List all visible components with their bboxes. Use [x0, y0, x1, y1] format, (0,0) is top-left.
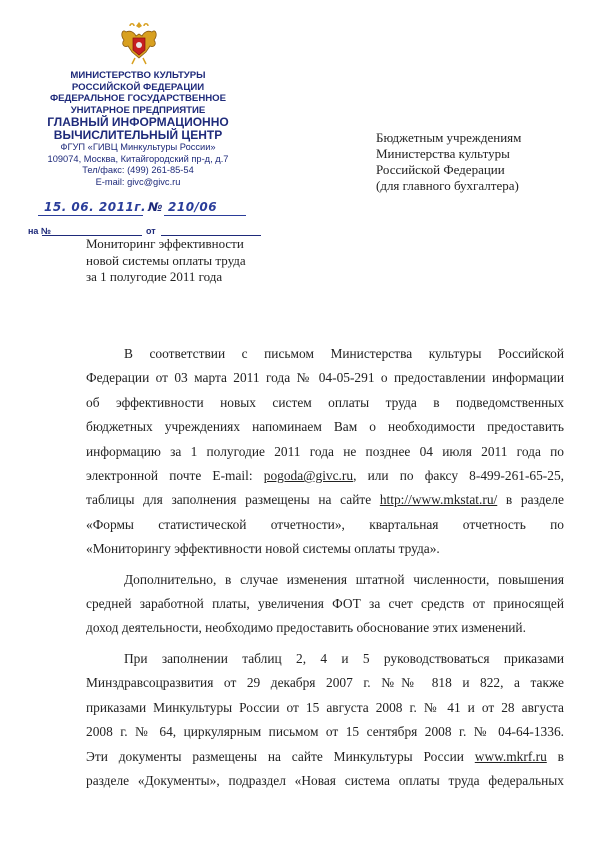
body-line [86, 464, 564, 488]
addressee-line: Российской Федерации [376, 162, 505, 177]
body-line: 2008 г. № 64, циркулярным письмом от 15 сентября 2008 г. № 04-64-1336. [86, 724, 564, 740]
letter-body [86, 342, 564, 793]
body-text: в разделе [497, 492, 564, 508]
body-line: Минздравсоцразвития от 29 декабря 2007 г. №№ 818 и 822, а также [86, 675, 564, 691]
letterhead [20, 70, 256, 188]
body-line [86, 488, 564, 512]
body-line: приказами Минкультуры России от 15 августа 2008 г. № 41 и от 28 августа [86, 699, 564, 715]
addressee-block [376, 130, 521, 194]
body-line: бюджетных учреждениях напоминаем Вам о необходимости предоставить [86, 419, 564, 435]
handwritten-date: 15. 06. 2011г. [44, 200, 147, 214]
body-text: таблицы для заполнения размещены на сайте [86, 492, 380, 508]
body-text: Эти документы размещены на сайте Минкультуры России [86, 748, 475, 764]
body-text: электронной почте E-mail: [86, 468, 264, 484]
body-line: Федерации от 03 марта 2011 года № 04-05-291 о предоставлении информации [86, 370, 564, 386]
body-line: информацию за 1 полугодие 2011 года не позднее 04 июля 2011 года по [86, 443, 564, 459]
letterhead-line: РОССИЙСКОЙ ФЕДЕРАЦИИ [71, 81, 205, 93]
reference-number-label: на № [28, 226, 51, 236]
coat-of-arms-icon [118, 18, 160, 66]
body-line: При заполнении таблиц 2, 4 и 5 руководствоваться приказами [124, 650, 564, 666]
subject-line: новой системы оплаты труда [86, 252, 246, 268]
letterhead-line: УНИТАРНОЕ ПРЕДПРИЯТИЕ [70, 104, 206, 116]
letterhead-line: МИНИСТЕРСТВО КУЛЬТУРЫ [70, 70, 206, 81]
letterhead-email: E-mail: givc@givc.ru [95, 176, 181, 187]
body-line: об эффективности новых систем оплаты труда в подведомственных [86, 394, 564, 410]
addressee-line: Министерства культуры [376, 146, 510, 161]
body-line [86, 745, 564, 769]
body-text: в [546, 748, 565, 764]
subject-block [86, 236, 246, 286]
subject-line: за 1 полугодие 2011 года [86, 269, 223, 284]
body-text: , или по факсу 8-499-261-65-25, [353, 468, 565, 484]
number-sign: № [148, 200, 163, 214]
letterhead-short-name: ФГУП «ГИВЦ Минкультуры России» [60, 142, 216, 152]
letterhead-title: ГЛАВНЫЙ ИНФОРМАЦИОННО [47, 115, 229, 129]
mkrf-link[interactable]: www.mkrf.ru [474, 748, 547, 764]
body-line: «Формы статистической отчетности», квартальная отчетность по [86, 516, 564, 532]
email-link[interactable]: pogoda@givc.ru [263, 468, 354, 484]
addressee-line: Бюджетным учреждениям [376, 130, 522, 145]
body-line: Дополнительно, в случае изменения штатной численности, повышения [124, 571, 564, 587]
addressee-line: (для главного бухгалтера) [376, 178, 519, 193]
date-underline [38, 215, 143, 216]
letterhead-address: 109074, Москва, Китайгородский пр-д, д.7 [47, 153, 229, 164]
letterhead-line: ФЕДЕРАЛЬНОЕ ГОСУДАРСТВЕННОЕ [49, 93, 227, 104]
number-underline [164, 215, 246, 216]
mkstat-link[interactable]: http://www.mkstat.ru/ [379, 492, 498, 508]
subject-line: Мониторинг эффективности [86, 236, 244, 251]
reference-date-label: от [146, 226, 156, 236]
body-line: разделе «Документы», подраздел «Новая система оплаты труда федеральных [86, 772, 564, 788]
body-line: доход деятельности, необходимо предоставить обоснование этих изменений. [86, 620, 526, 636]
body-line: «Мониторингу эффективности новой системы оплаты труда». [86, 541, 440, 557]
reference-line [28, 226, 156, 236]
letterhead-title: ВЫЧИСЛИТЕЛЬНЫЙ ЦЕНТР [53, 128, 223, 142]
body-line: средней заработной платы, увеличения ФОТ за счет средств от приносящей [86, 596, 564, 612]
letterhead-phone: Тел/факс: (499) 261-85-54 [82, 165, 194, 175]
handwritten-number: 210/06 [168, 200, 218, 214]
body-line: В соответствии с письмом Министерства культуры Российской [124, 346, 564, 361]
